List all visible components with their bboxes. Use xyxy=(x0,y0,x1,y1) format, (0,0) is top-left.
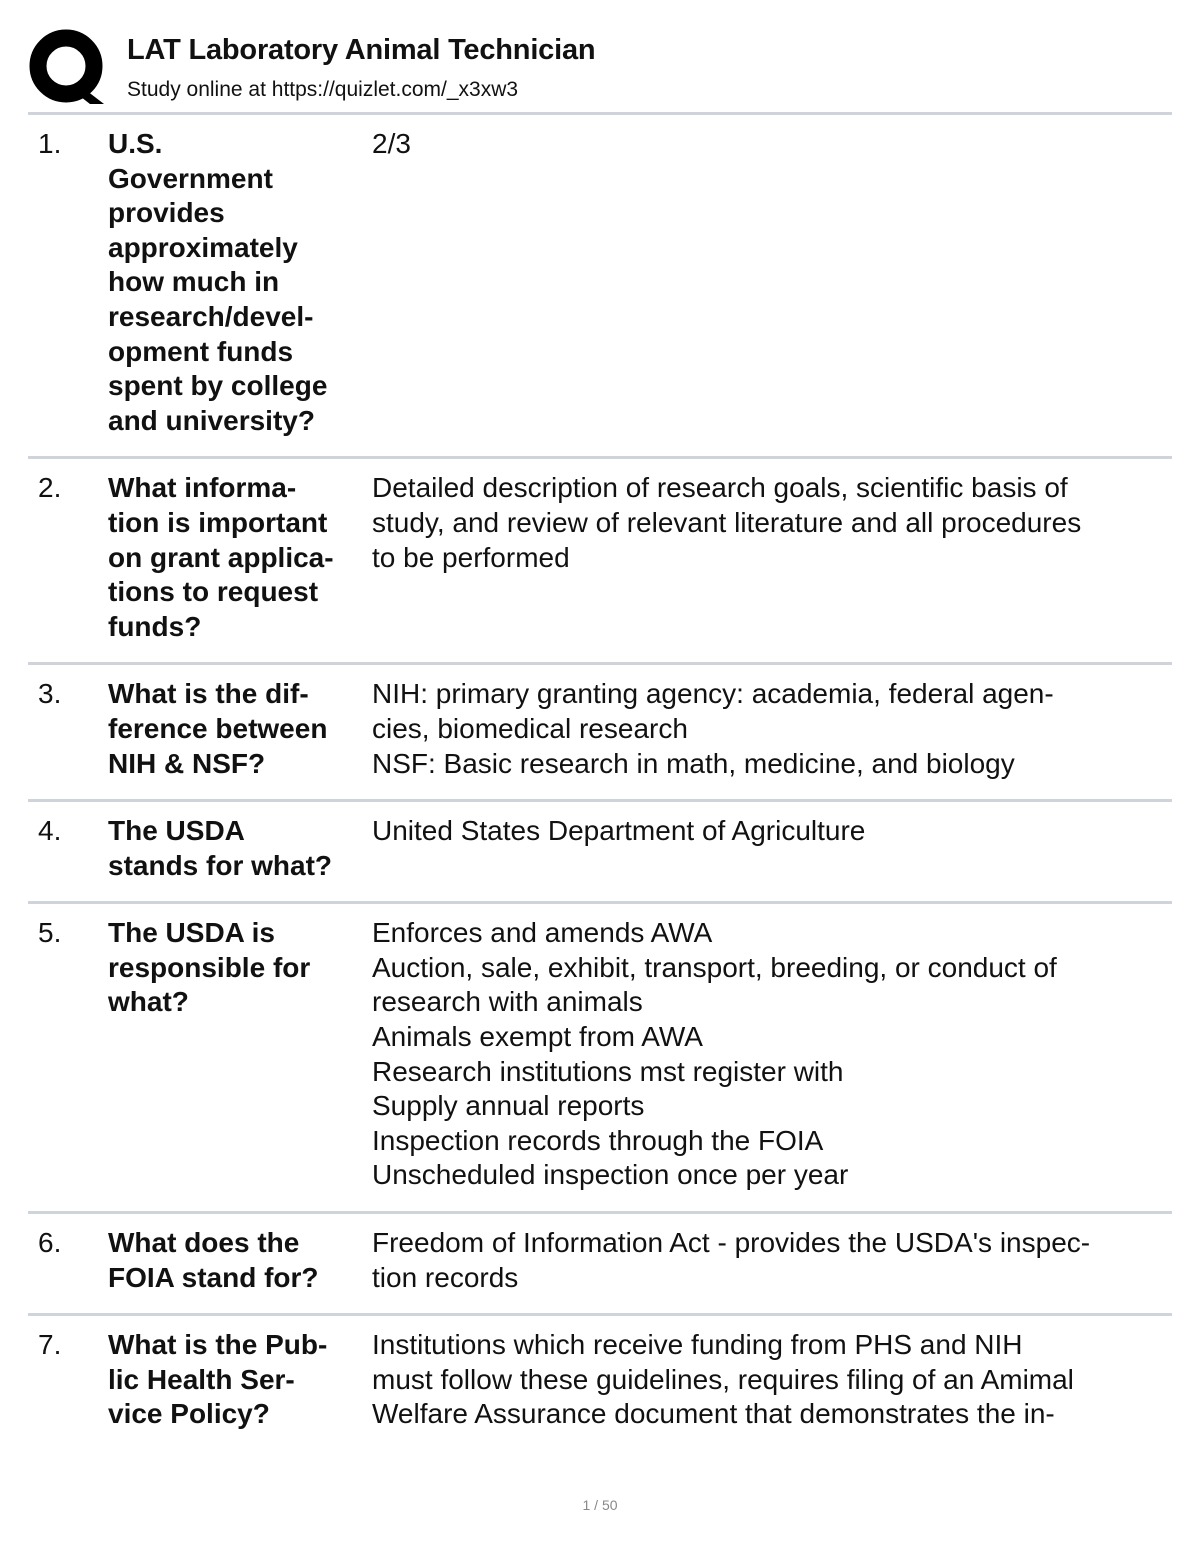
term-line: U.S. xyxy=(108,128,163,159)
definition-line: must follow these guidelines, requires filing of an Amimal xyxy=(372,1363,1074,1395)
term-line: What is the Pub- xyxy=(108,1329,328,1361)
term-line: provides xyxy=(108,197,225,229)
term-line: lic Health Ser- xyxy=(108,1363,295,1395)
card-term xyxy=(108,677,372,781)
term-line: research/devel- xyxy=(108,300,314,332)
card-number: 3. xyxy=(38,678,62,710)
definition-line: study, and review of relevant literature and all procedures xyxy=(372,506,1082,538)
document-header xyxy=(28,28,1172,110)
term-line: vice Policy? xyxy=(108,1398,270,1430)
quizlet-logo-icon xyxy=(28,28,108,108)
term-line: stands for what? xyxy=(108,849,333,881)
definition-line: Animals exempt from AWA xyxy=(372,1021,703,1053)
definition-line: Enforces and amends AWA xyxy=(372,917,713,949)
card-number: 1. xyxy=(38,128,62,159)
term-line: What is the dif- xyxy=(108,678,309,710)
definition-line: 2/3 xyxy=(372,128,411,159)
definition-line: Supply annual reports xyxy=(372,1090,645,1122)
term-line: Government xyxy=(108,162,273,194)
definition-line: NSF: Basic research in math, medicine, and biology xyxy=(372,747,1015,779)
definition-line: to be performed xyxy=(372,541,570,573)
card-number: 5. xyxy=(38,917,62,949)
flashcard-row xyxy=(28,1214,1172,1316)
term-line: approximately xyxy=(108,231,298,263)
card-term xyxy=(108,814,372,883)
term-line: FOIA stand for? xyxy=(108,1261,319,1293)
definition-line: United States Department of Agriculture xyxy=(372,815,866,847)
definition-line: Inspection records through the FOIA xyxy=(372,1124,824,1156)
term-line: tion is important xyxy=(108,506,328,538)
term-line: ference between xyxy=(108,712,328,744)
card-number: 6. xyxy=(38,1227,62,1259)
flashcard-row xyxy=(28,904,1172,1214)
term-line: What does the xyxy=(108,1227,300,1259)
term-line: how much in xyxy=(108,266,280,298)
term-line: NIH & NSF? xyxy=(108,747,266,779)
card-definition xyxy=(372,814,1172,883)
term-line: responsible for xyxy=(108,951,311,983)
card-number: 2. xyxy=(38,472,62,504)
definition-line: NIH: primary granting agency: academia, federal agen- xyxy=(372,678,1054,710)
term-line: tions to request xyxy=(108,576,319,608)
flashcard-row xyxy=(28,665,1172,802)
card-term xyxy=(108,916,372,1193)
card-term xyxy=(108,127,372,438)
card-definition xyxy=(372,471,1172,644)
definition-line: Unscheduled inspection once per year xyxy=(372,1159,849,1191)
card-number: 7. xyxy=(38,1329,62,1361)
study-link-text: Study online at https://quizlet.com/_x3xw3 xyxy=(127,78,519,101)
definition-line: cies, biomedical research xyxy=(372,712,688,744)
definition-line: Freedom of Information Act - provides the USDA's inspec- xyxy=(372,1227,1091,1259)
definition-line: research with animals xyxy=(372,986,643,1018)
definition-line: Institutions which receive funding from PHS and NIH xyxy=(372,1329,1023,1361)
card-term xyxy=(108,1328,372,1432)
term-line: The USDA xyxy=(108,815,245,847)
document-title: LAT Laboratory Animal Technician xyxy=(127,34,596,66)
flashcard-list xyxy=(28,115,1172,1450)
card-term xyxy=(108,1226,372,1295)
flashcard-row xyxy=(28,802,1172,904)
definition-line: Welfare Assurance document that demonstrates the in- xyxy=(372,1398,1055,1430)
term-line: what? xyxy=(108,986,189,1018)
term-line: What informa- xyxy=(108,472,297,504)
term-line: on grant applica- xyxy=(108,541,334,573)
term-line: spent by college xyxy=(108,370,328,402)
definition-line: Auction, sale, exhibit, transport, breeding, or conduct of xyxy=(372,951,1057,983)
card-definition xyxy=(372,1226,1172,1295)
term-line: The USDA is xyxy=(108,917,275,949)
card-number: 4. xyxy=(38,815,62,847)
card-definition xyxy=(372,916,1172,1193)
card-definition xyxy=(372,127,1172,438)
page-indicator: 1 / 50 xyxy=(582,1497,618,1513)
flashcard-row xyxy=(28,459,1172,665)
card-term xyxy=(108,471,372,644)
term-line: and university? xyxy=(108,404,315,436)
term-line: funds? xyxy=(108,610,202,642)
card-definition xyxy=(372,677,1172,781)
definition-line: tion records xyxy=(372,1261,519,1293)
flashcard-row xyxy=(28,1316,1172,1450)
flashcard-row xyxy=(28,115,1172,459)
definition-line: Detailed description of research goals, scientific basis of xyxy=(372,472,1068,504)
card-definition xyxy=(372,1328,1172,1432)
definition-line: Research institutions mst register with xyxy=(372,1055,844,1087)
term-line: opment funds xyxy=(108,335,294,367)
